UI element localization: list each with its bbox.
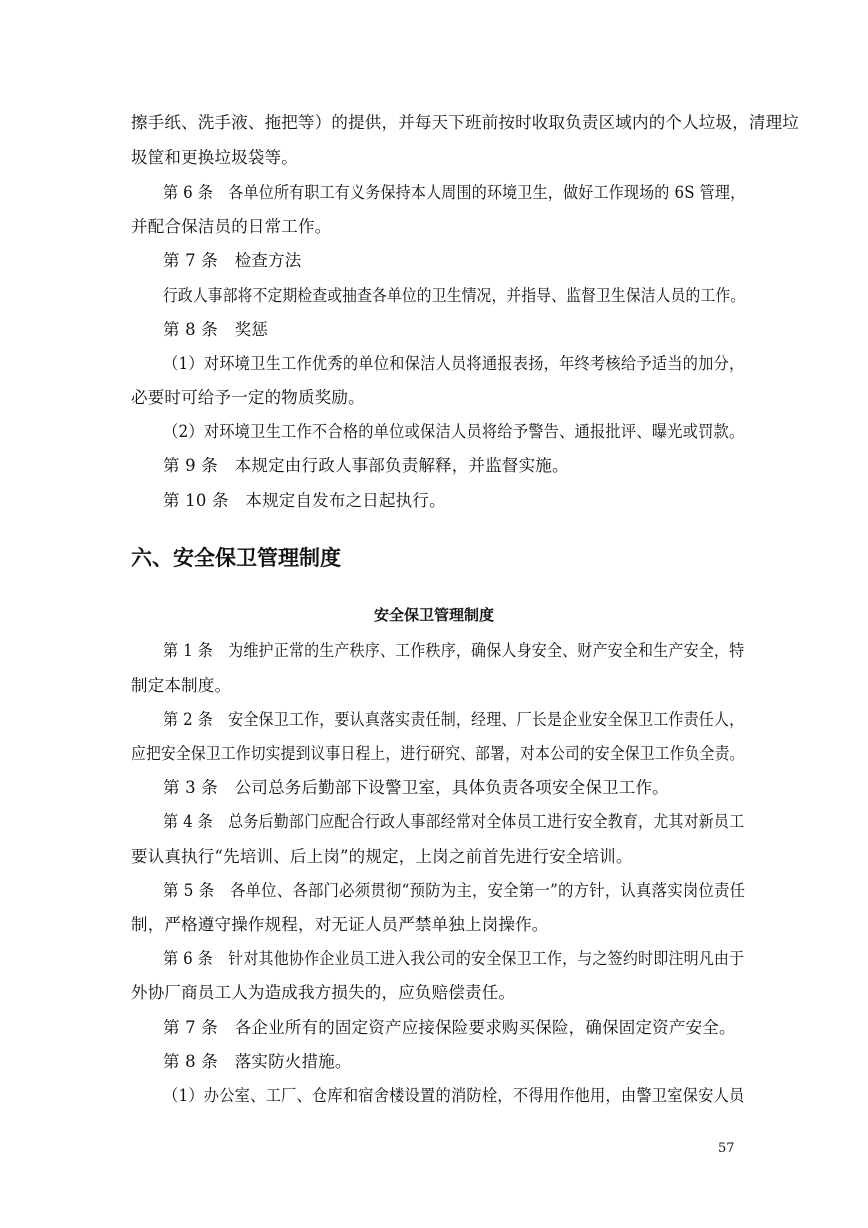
- article-line: 第 2 条 安全保卫工作，要认真落实责任制，经理、厂长是企业安全保卫工作责任人，: [163, 710, 745, 729]
- article-line: 第 7 条 各企业所有的固定资产应接保险要求购买保险，确保固定资产安全。: [163, 1018, 736, 1037]
- body-line: 行政人事部将不定期检查或抽查各单位的卫生情况，并指导、监督卫生保洁人员的工作。: [163, 286, 746, 305]
- article-line: 第 9 条 本规定由行政人事部负责解释，并监督实施。: [163, 456, 569, 475]
- body-line: 圾筐和更换垃圾袋等。: [131, 148, 298, 167]
- body-line: 并配合保洁员的日常工作。: [131, 217, 332, 236]
- body-line: 必要时可给予一定的物质奖励。: [131, 388, 365, 407]
- page-number: 57: [718, 1141, 735, 1156]
- article-line: 第 10 条 本规定自发布之日起执行。: [163, 491, 446, 510]
- article-line: 第 8 条 奖惩: [163, 320, 269, 339]
- body-line: （1）对环境卫生工作优秀的单位和保洁人员将通报表扬，年终考核给予适当的加分，: [163, 354, 745, 373]
- body-line: （2）对环境卫生工作不合格的单位或保洁人员将给予警告、通报批评、曝光或罚款。: [163, 422, 745, 441]
- body-line: 制定本制度。: [131, 676, 232, 695]
- article-line: 第 3 条 公司总务后勤部下设警卫室，具体负责各项安全保卫工作。: [163, 778, 669, 797]
- article-line: 第 5 条 各单位、各部门必须贯彻“预防为主，安全第一”的方针，认真落实岗位责任: [163, 881, 746, 900]
- body-line: 擦手纸、洗手液、拖把等）的提供，并每天下班前按时收取负责区域内的个人垃圾，清理垃: [131, 113, 799, 132]
- article-line: 第 6 条 针对其他协作企业员工进入我公司的安全保卫工作，与之签约时即注明凡由于: [163, 949, 745, 968]
- article-line: 第 7 条 检查方法: [163, 251, 302, 270]
- article-line: 第 8 条 落实防火措施。: [163, 1052, 352, 1071]
- article-line: 第 1 条 为维护正常的生产秩序、工作秩序，确保人身安全、财产安全和生产安全，特: [163, 641, 745, 660]
- body-line: 外协厂商员工人为造成我方损失的，应负赔偿责任。: [131, 983, 516, 1002]
- body-line: 应把安全保卫工作切实提到议事日程上，进行研究、部署，对本公司的安全保卫工作负全责。: [131, 744, 745, 763]
- body-line: 要认真执行“先培训、后上岗”的规定，上岗之前首先进行安全培训。: [131, 847, 633, 866]
- section-heading: 六、安全保卫管理制度: [131, 546, 341, 570]
- body-line: 制，严格遵守操作规程，对无证人员严禁单独上岗操作。: [131, 915, 549, 934]
- document-title: 安全保卫管理制度: [373, 606, 494, 624]
- article-line: 第 6 条 各单位所有职工有义务保持本人周围的环境卫生，做好工作现场的 6S 管理，: [163, 183, 746, 202]
- article-line: 第 4 条 总务后勤部门应配合行政人事部经常对全体员工进行安全教育，尤其对新员工: [163, 812, 745, 831]
- body-line: （1）办公室、工厂、仓库和宿舍楼设置的消防栓，不得用作他用，由警卫室保安人员: [163, 1086, 745, 1105]
